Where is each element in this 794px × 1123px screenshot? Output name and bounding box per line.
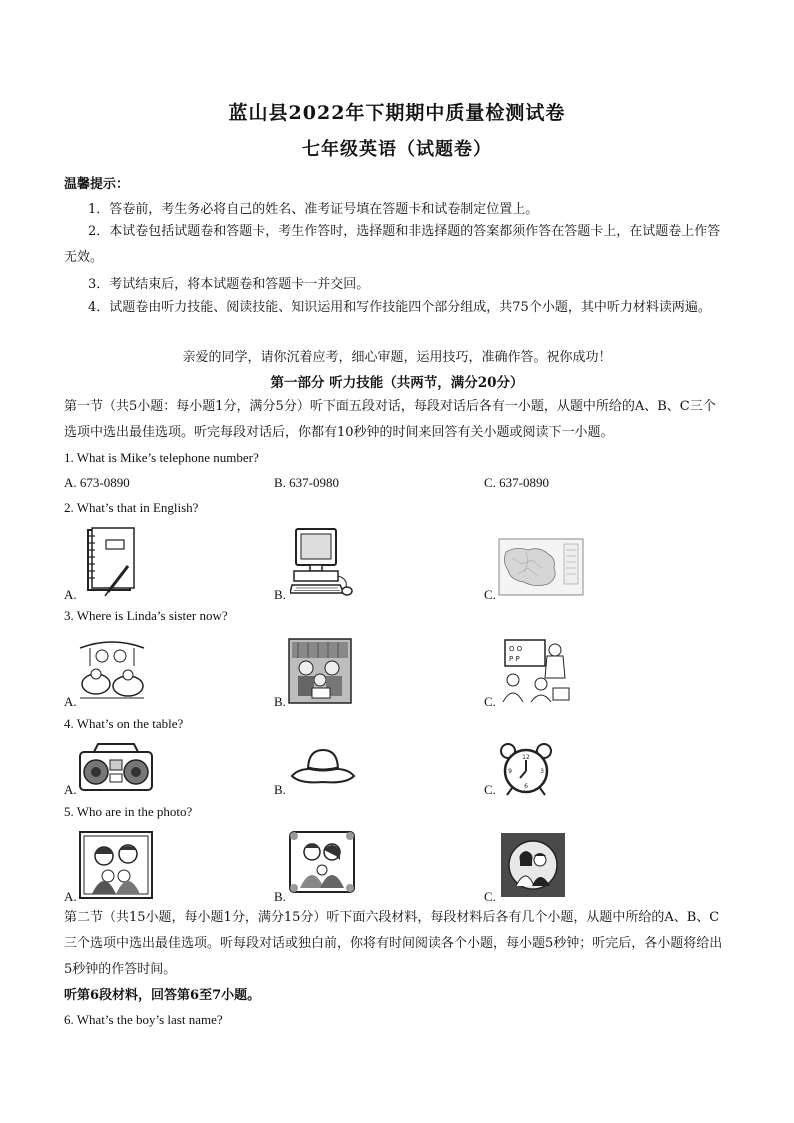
tip-4: 4．试题卷由听力技能、阅读技能、知识运用和写作技能四个部分组成，共75个小题，其中听力材料读两遍。	[88, 300, 711, 315]
couple-photo-c-picture	[500, 832, 566, 898]
q1-option-a: A. 673-0890	[64, 475, 130, 490]
alarm-clock-picture	[498, 742, 554, 796]
question-5: 5. Who are in the photo?	[64, 804, 193, 819]
hat-picture	[290, 746, 356, 790]
svg-text:P P: P P	[509, 655, 520, 663]
notebook-picture	[78, 526, 148, 598]
question-4: 4. What’s on the table?	[64, 716, 184, 731]
question-2: 2. What’s that in English?	[64, 500, 199, 515]
q2-label-b: B.	[274, 587, 286, 602]
q2-label-a: A.	[64, 587, 77, 602]
family-photo-a-picture	[78, 830, 154, 900]
family-photo-b-picture	[288, 830, 356, 894]
tip-3: 3．考试结束后，将本试题卷和答题卡一并交回。	[88, 277, 370, 292]
computer-picture	[290, 527, 354, 599]
question-1: 1. What is Mike’s telephone number?	[64, 450, 259, 465]
map-picture	[498, 538, 584, 596]
q5-label-c: C.	[484, 889, 496, 904]
amusement-park-picture	[76, 634, 148, 704]
q4-label-c: C.	[484, 782, 496, 797]
q3-label-a: A.	[64, 694, 77, 709]
q3-label-c: C.	[484, 694, 496, 709]
clock-digit-9: 9	[508, 768, 512, 775]
q5-label-a: A.	[64, 889, 77, 904]
wish-text: 亲爱的同学，请你沉着应考，细心审题，运用技巧，准确作答。祝你成功！	[182, 350, 612, 365]
q3-label-b: B.	[274, 694, 286, 709]
clock-digit-3: 3	[540, 768, 544, 775]
q4-label-b: B.	[274, 782, 286, 797]
classroom-picture	[497, 636, 573, 704]
tip-1: 1．答卷前，考生务必将自己的姓名、准考证号填在答题卡和试卷制定位置上。	[88, 202, 539, 217]
page-title: 蓝山县2022年下期期中质量检测试卷	[228, 102, 566, 124]
q1-option-c: C. 637-0890	[484, 475, 549, 490]
clock-digit-6: 6	[524, 783, 528, 790]
question-6: 6. What’s the boy’s last name?	[64, 1012, 223, 1027]
page-subtitle: 七年级英语（试题卷）	[302, 139, 492, 160]
question-3: 3. Where is Linda’s sister now?	[64, 608, 228, 623]
section2-intro: 第二节（共15小题，每小题1分，满分15分）听下面六段材料，每段材料后各有几个小题，从题中所给的A、B、C三个选项中选出最佳选项。听每段对话或独白前，你将有时间阅读各个小题，每小题5秒钟；听完后，各小题将给出5秒钟的作答时间。	[64, 910, 723, 977]
svg-text:O O: O O	[509, 645, 523, 653]
tips-heading: 温馨提示：	[64, 177, 130, 192]
tip-2: 2．本试卷包括试题卷和答题卡，考生作答时，选择题和非选择题的答案都须作答在答题卡上，在试题卷上作答无效。	[64, 224, 721, 265]
q1-option-b: B. 637-0980	[274, 475, 339, 490]
family-reading-picture	[288, 638, 352, 704]
clock-digit-12: 12	[522, 754, 530, 761]
q2-label-c: C.	[484, 587, 496, 602]
part1-heading: 第一部分 听力技能（共两节，满分20分）	[270, 375, 524, 391]
radio-picture	[78, 742, 154, 794]
q4-label-a: A.	[64, 782, 77, 797]
material6-heading: 听第6段材料，回答第6至7小题。	[64, 988, 261, 1003]
q5-label-b: B.	[274, 889, 286, 904]
section1-intro: 第一节（共5小题：每小题1分，满分5分）听下面五段对话，每段对话后各有一小题，从题中所给的A、B、C三个选项中选出最佳选项。听完每段对话后，你都有10秒钟的时间来回答有关小题或阅读下一小题。	[64, 399, 716, 440]
